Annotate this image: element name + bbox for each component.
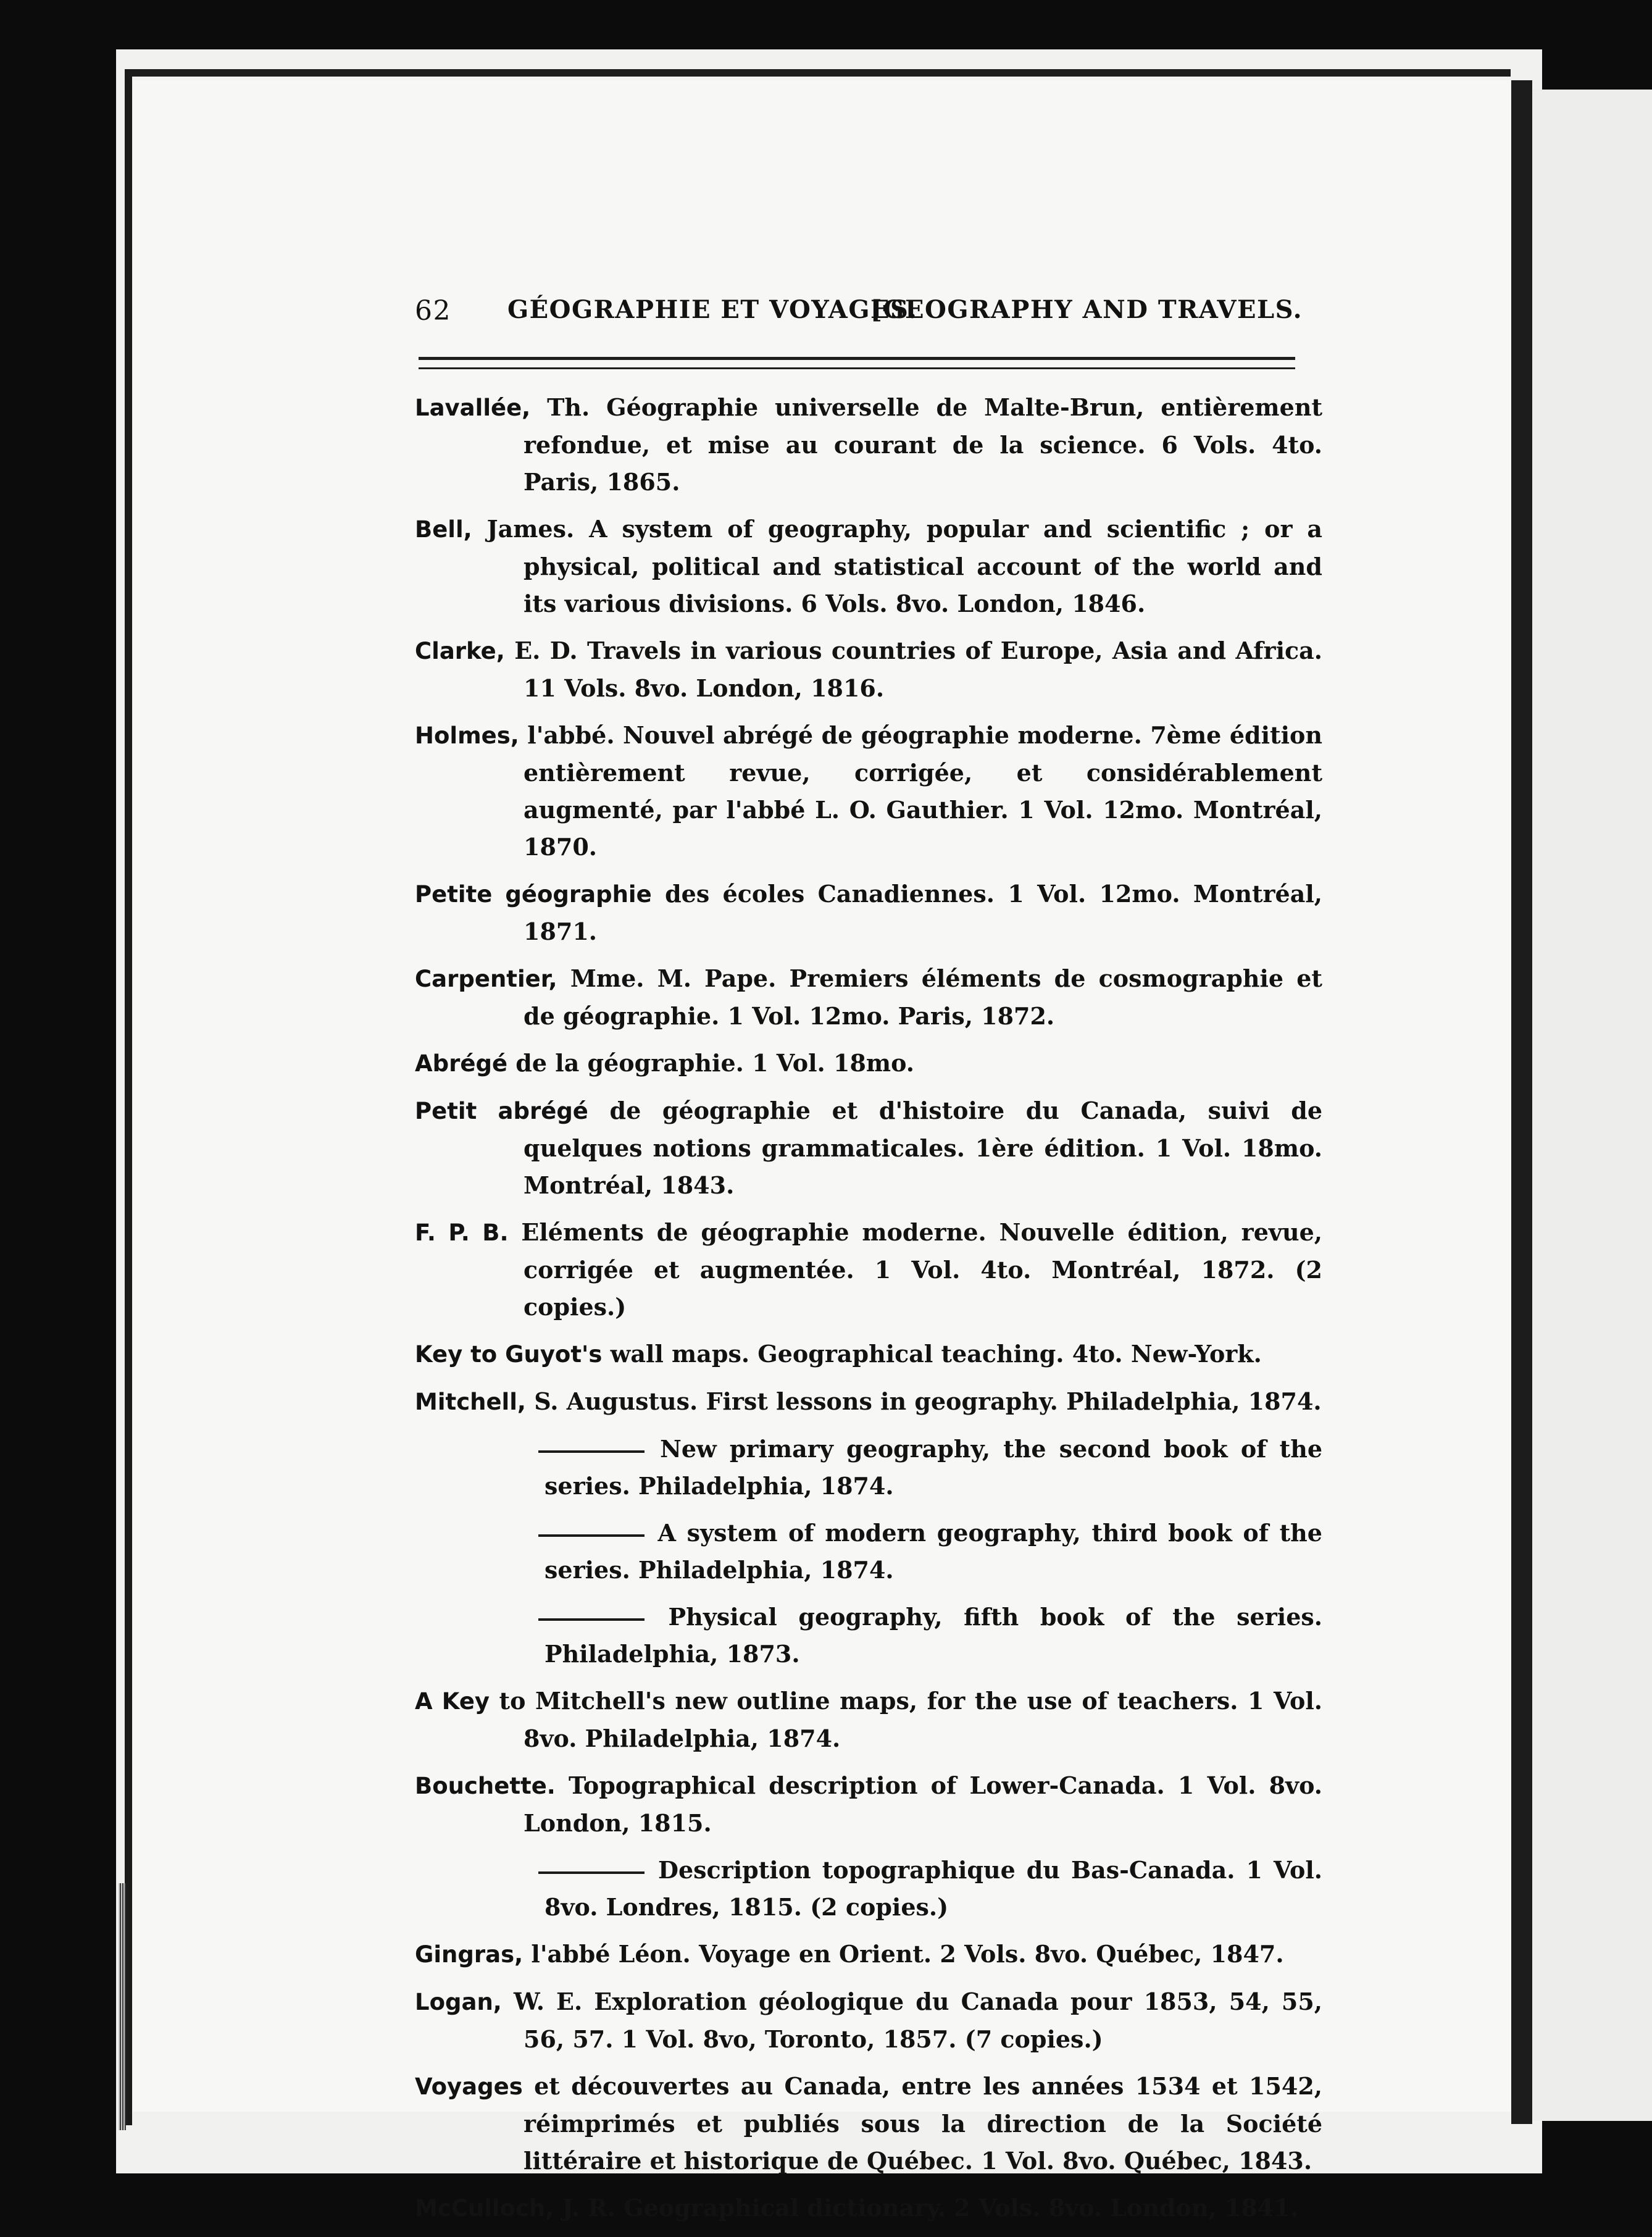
entry-heading: Petite géographie: [415, 881, 652, 908]
entry-text: to Mitchell's new outline maps, for the use of teachers. 1 Vol. 8vo. Philadelphia, 1874.: [490, 1687, 1322, 1752]
catalogue-entry: [415, 1852, 1322, 1926]
catalogue-entry: [415, 1515, 1322, 1589]
catalogue-entry: [415, 1214, 1322, 1326]
catalogue-entry: [415, 389, 1322, 501]
page-stack-edges: [119, 1883, 126, 2130]
page-border-top: [125, 69, 1511, 77]
entry-text: des écoles Canadiennes. 1 Vol. 12mo. Montréal, 1871.: [524, 880, 1322, 945]
running-head: [415, 295, 1303, 338]
entry-heading: Carpentier,: [415, 966, 557, 992]
catalogue-entry: [415, 717, 1322, 866]
ditto-dash: [538, 1871, 645, 1874]
entry-text: Mme. M. Pape. Premiers éléments de cosmographie et de géographie. 1 Vol. 12mo. Paris, 1872.: [524, 964, 1322, 1030]
entry-text: J. R. Geographical dictionary. 2 Vols. 8vo. London, 1841.: [554, 2194, 1298, 2222]
entry-text: Eléments de géographie moderne. Nouvelle édition, revue, corrigée et augmentée. 1 Vol. 4to. Montréal, 1872. (2 copies.): [508, 1218, 1322, 1321]
entry-heading: Bell,: [415, 516, 472, 543]
entry-text: E. D. Travels in various countries of Europe, Asia and Africa. 11 Vols. 8vo. London, 1816.: [504, 637, 1322, 702]
header-double-rule: [419, 357, 1295, 369]
adjacent-page-edge: [1532, 90, 1652, 2121]
catalogue-entry: [415, 1599, 1322, 1673]
entry-text: A system of modern geography, third book of the series. Philadelphia, 1874.: [544, 1519, 1322, 1584]
entry-heading: Bouchette.: [415, 1773, 556, 1799]
entry-heading: Holmes,: [415, 722, 519, 749]
catalogue-entry: [415, 960, 1322, 1035]
entry-text: New primary geography, the second book of the series. Philadelphia, 1874.: [544, 1435, 1322, 1500]
entry-text: James. A system of geography, popular and scientific ; or a physical, political and statistical account of the world and its various divisions. 6 Vols. 8vo. London, 1846.: [472, 515, 1322, 617]
catalogue-entry: [415, 511, 1322, 622]
entry-heading: Petit abrégé: [415, 1098, 588, 1124]
entry-heading: A Key: [415, 1688, 490, 1715]
entry-heading: Voyages: [415, 2073, 523, 2100]
ditto-dash: [538, 1618, 645, 1621]
entry-text: l'abbé. Nouvel abrégé de géographie moderne. 7ème édition entièrement revue, corrigée, et considérablement augmenté, par l'abbé L. O. Gauthier. 1 Vol. 12mo. Montréal, 1870.: [519, 721, 1322, 861]
catalogue-entry: [415, 632, 1322, 707]
entry-text: Topographical description of Lower-Canada. 1 Vol. 8vo. London, 1815.: [524, 1771, 1322, 1837]
catalogue-entry: [415, 1045, 1322, 1082]
catalogue-entry: [415, 1336, 1322, 1373]
catalogue-entry: [415, 1983, 1322, 2058]
entry-text: et découvertes au Canada, entre les années 1534 et 1542, réimprimés et publiés sous la direction de la Société littéraire et historique de Québec. 1 Vol. 8vo. Québec, 1843.: [522, 2072, 1322, 2175]
catalogue-entry-list: [415, 389, 1322, 2237]
entry-text: de géographie et d'histoire du Canada, suivi de quelques notions grammaticales. 1ère édition. 1 Vol. 18mo. Montréal, 1843.: [524, 1097, 1322, 1199]
entry-heading: Mitchell,: [415, 1389, 526, 1415]
entry-heading: McCulloch,: [415, 2195, 554, 2222]
catalogue-entry: [415, 1092, 1322, 1204]
entry-heading: Key to Guyot's: [415, 1341, 603, 1368]
ditto-dash: [538, 1534, 645, 1537]
entry-heading: Logan,: [415, 1989, 502, 2015]
entry-heading: F. P. B.: [415, 1219, 509, 1246]
catalogue-entry: [415, 2068, 1322, 2180]
entry-text: Physical geography, fifth book of the series. Philadelphia, 1873.: [544, 1603, 1322, 1668]
book-gutter: [1511, 80, 1532, 2124]
entry-text: de la géographie. 1 Vol. 18mo.: [507, 1049, 915, 1077]
catalogue-entry: [415, 2189, 1322, 2227]
entry-text: W. E. Exploration géologique du Canada pour 1853, 54, 55, 56, 57. 1 Vol. 8vo, Toronto, 1857. (7 copies.): [501, 1988, 1322, 2053]
catalogue-entry: [415, 1936, 1322, 1973]
entry-text: Description topographique du Bas-Canada. 1 Vol. 8vo. Londres, 1815. (2 copies.): [544, 1856, 1322, 1921]
catalogue-entry: [415, 876, 1322, 950]
running-title-french: GÉOGRAPHIE ET VOYAGES.: [507, 295, 918, 324]
catalogue-entry: [415, 1767, 1322, 1842]
entry-text: S. Augustus. First lessons in geography. Philadelphia, 1874.: [525, 1387, 1322, 1415]
entry-heading: Gingras,: [415, 1941, 524, 1968]
entry-text: l'abbé Léon. Voyage en Orient. 2 Vols. 8vo. Québec, 1847.: [523, 1940, 1284, 1968]
entry-text: wall maps. Geographical teaching. 4to. New-York.: [602, 1340, 1262, 1368]
running-title-english: [GEOGRAPHY AND TRAVELS.: [870, 295, 1303, 324]
ditto-dash: [538, 1450, 645, 1453]
entry-heading: Abrégé: [415, 1050, 508, 1077]
page-border-left: [125, 69, 132, 2125]
entry-text: Th. Géographie universelle de Malte-Brun, entièrement refondue, et mise au courant de la science. 6 Vols. 4to. Paris, 1865.: [524, 393, 1322, 496]
catalogue-entry: [415, 1683, 1322, 1757]
catalogue-entry: [415, 1431, 1322, 1505]
entry-heading: Clarke,: [415, 638, 505, 664]
catalogue-entry: [415, 1383, 1322, 1421]
page-number: 62: [415, 295, 451, 327]
entry-heading: Lavallée,: [415, 395, 531, 421]
